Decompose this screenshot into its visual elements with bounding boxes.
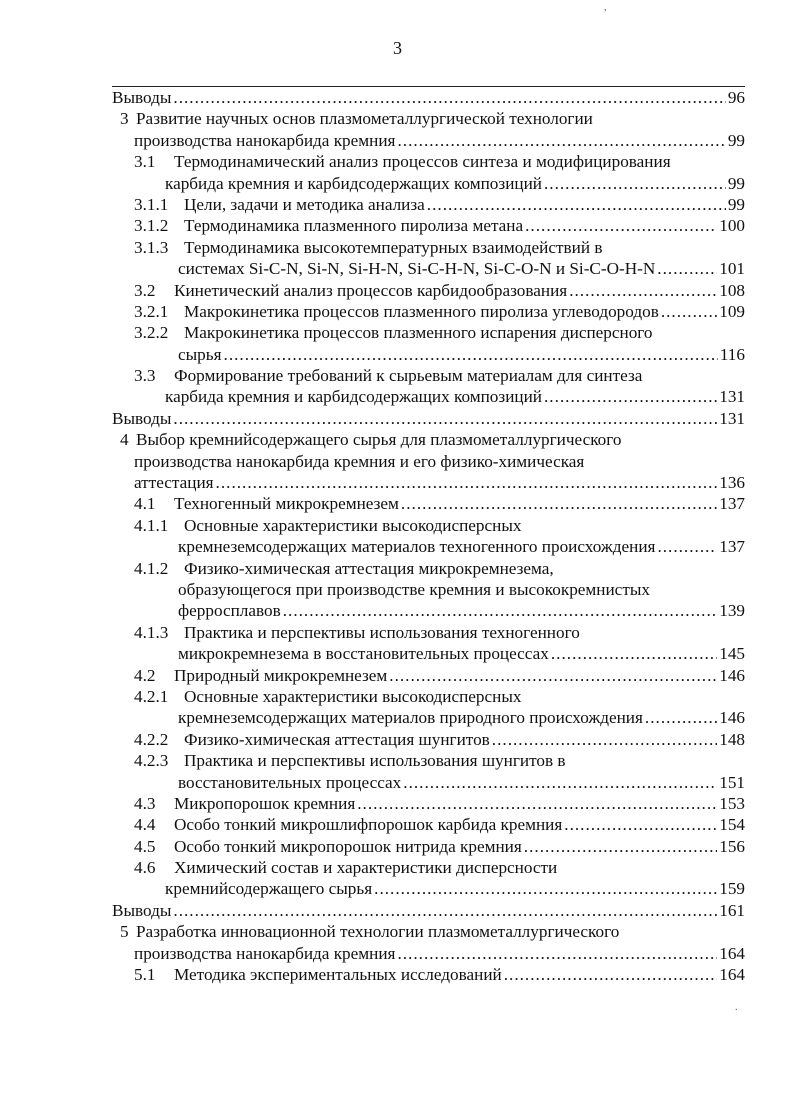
toc-entry xyxy=(112,857,745,878)
toc-entry-page: 136 xyxy=(719,473,745,493)
toc-entry xyxy=(112,472,745,493)
toc-entry-title: Выбор кремнийсодержащего сырья для плазмометаллургического xyxy=(136,430,622,450)
toc-entry-page: 99 xyxy=(727,130,745,150)
toc-entry-page: 99 xyxy=(727,194,745,214)
toc-entry-title: системах Si-C-N, Si-N, Si-H-N, Si-C-H-N, Si-C-O-N и Si-C-O-H-N xyxy=(178,259,656,279)
toc-leader-dots xyxy=(389,665,717,686)
toc-entry xyxy=(112,515,745,536)
toc-entry-title: восстановительных процессах xyxy=(178,772,402,792)
toc-entry xyxy=(112,194,745,215)
toc-entry-number: 4.1.1 xyxy=(134,515,169,535)
toc-entry xyxy=(112,493,745,514)
toc-entry xyxy=(112,429,745,450)
toc-entry xyxy=(112,921,745,942)
toc-leader-dots xyxy=(397,943,717,964)
toc-entry-number: 4.2.3 xyxy=(134,751,169,771)
toc-leader-dots xyxy=(524,836,717,857)
toc-leader-dots xyxy=(492,729,717,750)
toc-entry-page: 96 xyxy=(727,88,745,107)
toc-leader-dots xyxy=(216,472,718,493)
toc-entry-page: 131 xyxy=(719,408,745,428)
toc-entry-page: 139 xyxy=(719,601,745,621)
toc-entry-title: Макрокинетика процессов плазменного пиролиза углеводородов xyxy=(184,301,659,321)
toc-leader-dots xyxy=(283,600,718,621)
toc-entry-title: Термодинамика высокотемпературных взаимодействий в xyxy=(184,237,603,257)
toc-entry-number: 4.2.1 xyxy=(134,686,169,706)
toc-entry-page: 161 xyxy=(719,900,745,920)
toc-leader-dots xyxy=(645,707,717,728)
toc-entry-title: микрокремнезема в восстановительных процессах xyxy=(178,644,549,664)
toc-entry-page: 153 xyxy=(719,793,745,813)
toc-entry xyxy=(112,536,745,557)
toc-entry-page: 146 xyxy=(719,708,745,728)
toc-leader-dots xyxy=(504,964,718,985)
toc-entry-page: 100 xyxy=(719,216,745,236)
toc-entry-page: 108 xyxy=(719,280,745,300)
toc-entry-number: 5 xyxy=(120,922,129,942)
toc-entry xyxy=(112,814,745,835)
toc-leader-dots xyxy=(374,878,717,899)
toc-entry-number: 4.6 xyxy=(134,858,156,878)
toc-entry xyxy=(112,643,745,664)
toc-entry-title: Разработка инновационной технологии плазмометаллургического xyxy=(136,922,620,942)
toc-entry-number: 3.2.1 xyxy=(134,301,169,321)
toc-entry-number: 4.4 xyxy=(134,815,156,835)
toc-leader-dots xyxy=(657,258,717,279)
toc-entry-title: карбида кремния и карбидсодержащих композиций xyxy=(165,173,542,193)
toc-entry xyxy=(112,622,745,643)
toc-entry-number: 5.1 xyxy=(134,965,156,985)
toc-entry-page: 101 xyxy=(719,259,745,279)
toc-entry xyxy=(112,408,745,429)
toc-leader-dots xyxy=(173,87,725,108)
toc-entry-title: сырья xyxy=(178,344,222,364)
toc-entry xyxy=(112,322,745,343)
toc-leader-dots xyxy=(357,793,717,814)
toc-entry xyxy=(112,836,745,857)
toc-entry xyxy=(112,386,745,407)
toc-entry-title: кремнийсодержащего сырья xyxy=(165,879,373,899)
toc-entry xyxy=(112,215,745,236)
toc-leader-dots xyxy=(657,536,717,557)
toc-entry-title: Развитие научных основ плазмометаллургической технологии xyxy=(136,109,593,129)
toc-leader-dots xyxy=(544,386,717,407)
toc-entry xyxy=(112,600,745,621)
toc-entry-page: 154 xyxy=(719,815,745,835)
toc-entry-page: 159 xyxy=(719,879,745,899)
toc-entry-title: Микропорошок кремния xyxy=(174,793,356,813)
toc-entry-page: 137 xyxy=(719,494,745,514)
toc-entry xyxy=(112,151,745,172)
toc-entry-number: 4.1.3 xyxy=(134,622,169,642)
toc-entry-number: 3.1 xyxy=(134,152,156,172)
toc-entry-page: 148 xyxy=(719,729,745,749)
toc-entry-title: Макрокинетика процессов плазменного испарения дисперсного xyxy=(184,323,653,343)
toc-entry xyxy=(112,258,745,279)
scan-speck: . xyxy=(735,1002,738,1013)
toc-entry-number: 4.1 xyxy=(134,494,156,514)
toc-entry-title: производства нанокарбида кремния xyxy=(134,943,396,963)
toc-entry xyxy=(112,301,745,322)
toc-leader-dots xyxy=(401,493,717,514)
toc-entry-page: 131 xyxy=(719,387,745,407)
toc-entry-title: карбида кремния и карбидсодержащих композиций xyxy=(165,387,542,407)
toc-entry-title: Выводы xyxy=(112,408,172,428)
toc-entry-title: Физико-химическая аттестация шунгитов xyxy=(184,729,490,749)
toc-entry xyxy=(112,237,745,258)
toc-entry-title: Выводы xyxy=(112,88,172,107)
toc-entry-number: 4.5 xyxy=(134,836,156,856)
toc-leader-dots xyxy=(397,130,725,151)
toc-entry-number: 4.2.2 xyxy=(134,729,169,749)
scan-speck: , xyxy=(604,2,607,13)
page-number: 3 xyxy=(393,38,402,58)
toc-entry-title: Термодинамика плазменного пиролиза метана xyxy=(184,216,524,236)
toc-entry-title: кремнеземсодержащих материалов природного происхождения xyxy=(178,708,643,728)
toc-entry-number: 4.2 xyxy=(134,665,156,685)
toc-entry xyxy=(112,665,745,686)
toc-leader-dots xyxy=(173,900,717,921)
toc-entry-page: 137 xyxy=(719,537,745,557)
toc-entry-page: 145 xyxy=(719,644,745,664)
toc-leader-dots xyxy=(564,814,717,835)
toc-entry-number: 3.1.3 xyxy=(134,237,169,257)
toc-leader-dots xyxy=(661,301,717,322)
toc-entry xyxy=(112,365,745,386)
toc-entry-page: 116 xyxy=(719,344,745,364)
toc-entry xyxy=(112,130,745,151)
toc-entry xyxy=(112,108,745,129)
toc-entry xyxy=(112,558,745,579)
toc-entry-title: Выводы xyxy=(112,900,172,920)
toc-entry-number: 3.3 xyxy=(134,366,156,386)
toc-entry-title: Основные характеристики высокодисперсных xyxy=(184,686,522,706)
toc-entry xyxy=(112,729,745,750)
toc-entry-number: 3 xyxy=(120,109,129,129)
toc-entry-number: 3.2.2 xyxy=(134,323,169,343)
toc-entry-title: производства нанокарбида кремния и его физико-химическая xyxy=(134,451,585,471)
toc-entry-page: 99 xyxy=(727,173,745,193)
toc-entry-title: Техногенный микрокремнезем xyxy=(174,494,399,514)
toc-entry-title: Основные характеристики высокодисперсных xyxy=(184,515,522,535)
toc-leader-dots xyxy=(525,215,717,236)
toc-entry-title: Практика и перспективы использования техногенного xyxy=(184,622,580,642)
toc-entry-title: кремнеземсодержащих материалов техногенного происхождения xyxy=(178,537,656,557)
toc-entry-number: 3.2 xyxy=(134,280,156,300)
toc-entry-page: 164 xyxy=(719,943,745,963)
toc-entry-number: 4 xyxy=(120,430,129,450)
toc-entry-page: 164 xyxy=(719,965,745,985)
toc-entry-title: Химический состав и характеристики дисперсности xyxy=(174,858,558,878)
toc-entry xyxy=(112,878,745,899)
toc-entry-number: 3.1.2 xyxy=(134,216,169,236)
toc-entry-number: 4.1.2 xyxy=(134,558,169,578)
toc-entry xyxy=(112,750,745,771)
toc-entry-title: Физико-химическая аттестация микрокремнезема, xyxy=(184,558,554,578)
toc-entry-title: производства нанокарбида кремния xyxy=(134,130,396,150)
toc-entry xyxy=(112,793,745,814)
toc-entry xyxy=(112,964,745,985)
toc-entry xyxy=(112,173,745,194)
toc-entry xyxy=(112,772,745,793)
toc-leader-dots xyxy=(173,408,717,429)
toc-entry xyxy=(112,686,745,707)
toc-entry-title: Природный микрокремнезем xyxy=(174,665,388,685)
toc-entry xyxy=(112,707,745,728)
toc-entry xyxy=(112,344,745,365)
toc-entry-title: Особо тонкий микрошлифпорошок карбида кремния xyxy=(174,815,563,835)
toc-entry-title: ферросплавов xyxy=(178,601,281,621)
toc-leader-dots xyxy=(544,173,726,194)
toc-entry-number: 3.1.1 xyxy=(134,194,169,214)
toc-entry xyxy=(112,900,745,921)
toc-entry xyxy=(112,943,745,964)
toc-entry-title: Методика экспериментальных исследований xyxy=(174,965,502,985)
toc-entry-title: Особо тонкий микропорошок нитрида кремния xyxy=(174,836,522,856)
toc-leader-dots xyxy=(427,194,726,215)
toc-entry-title: Кинетический анализ процессов карбидообразования xyxy=(174,280,568,300)
toc-entry-page: 109 xyxy=(719,301,745,321)
toc-leader-dots xyxy=(569,280,717,301)
toc-entry xyxy=(112,86,745,108)
toc-entry xyxy=(112,579,745,600)
toc-entry xyxy=(112,280,745,301)
toc-entry-page: 151 xyxy=(719,772,745,792)
toc-leader-dots xyxy=(551,643,717,664)
toc-entry xyxy=(112,451,745,472)
toc-entry-number: 4.3 xyxy=(134,793,156,813)
toc-entry-title: Термодинамический анализ процессов синтеза и модифицирования xyxy=(174,152,671,172)
toc-entry-title: аттестация xyxy=(134,473,214,493)
toc-entry-page: 156 xyxy=(719,836,745,856)
toc-entry-title: Практика и перспективы использования шунгитов в xyxy=(184,751,566,771)
toc-entry-page: 146 xyxy=(719,665,745,685)
toc-entry-title: Цели, задачи и методика анализа xyxy=(184,194,425,214)
toc-leader-dots xyxy=(403,772,717,793)
toc-entry-title: образующегося при производстве кремния и высококремнистых xyxy=(178,579,650,599)
toc-leader-dots xyxy=(224,344,718,365)
table-of-contents xyxy=(112,86,745,985)
toc-entry-title: Формирование требований к сырьевым материалам для синтеза xyxy=(174,366,643,386)
